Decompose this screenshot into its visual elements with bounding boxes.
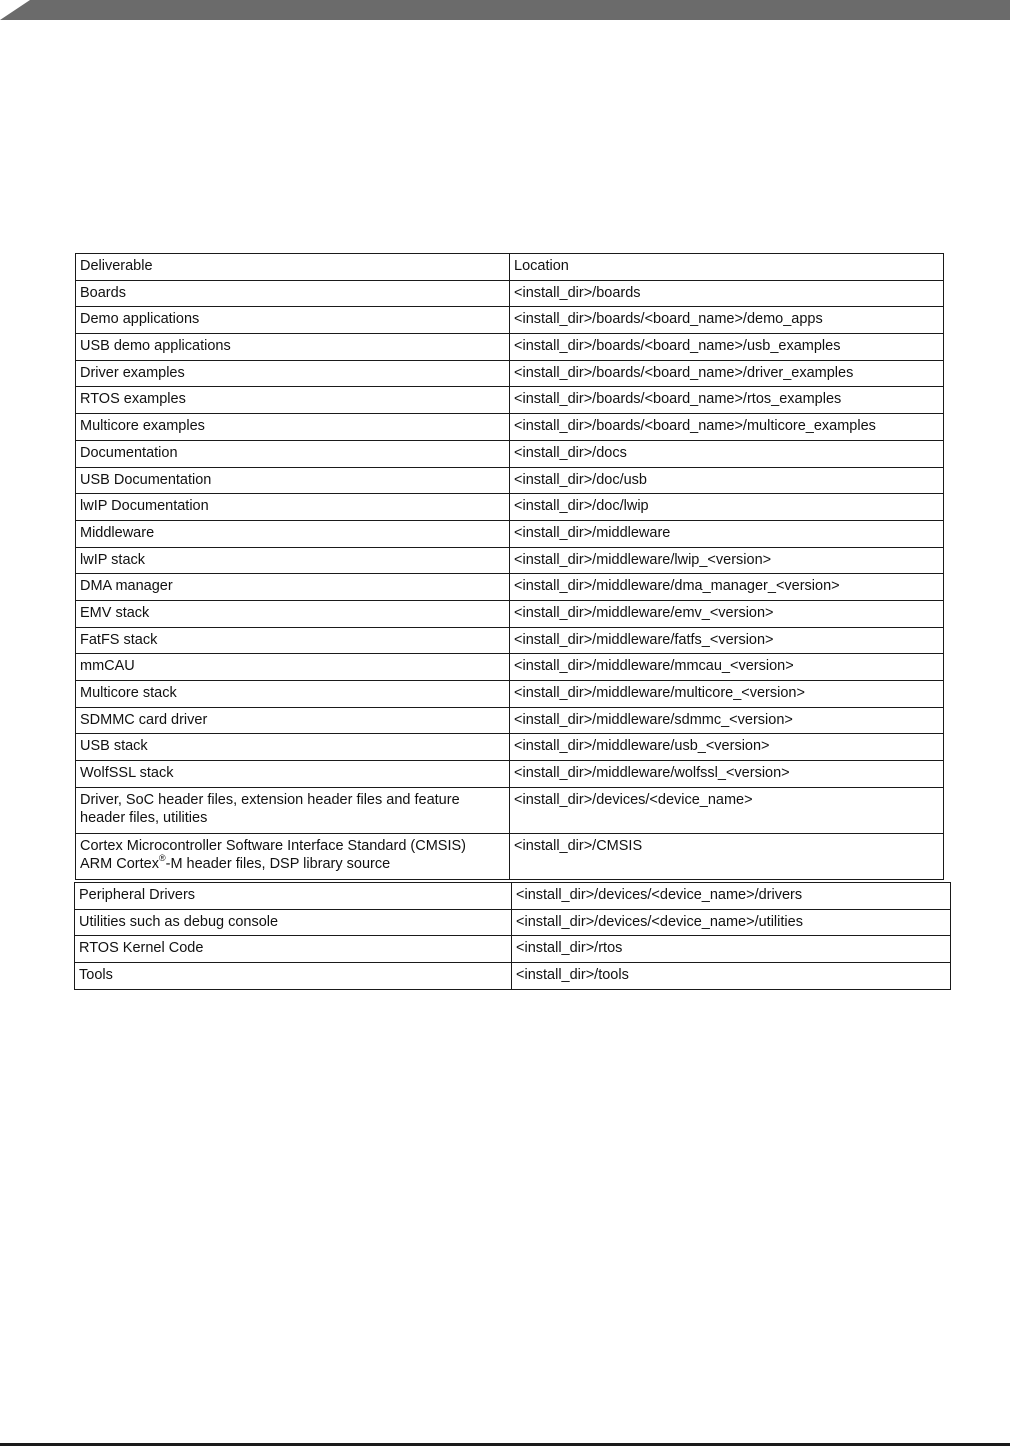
- deliverable-cell: WolfSSL stack: [76, 761, 510, 788]
- table-row: [76, 654, 944, 681]
- table-row: [76, 734, 944, 761]
- header-location: Location: [510, 254, 944, 281]
- table-row: [76, 467, 944, 494]
- deliverable-cell: EMV stack: [76, 600, 510, 627]
- location-cell: <install_dir>/boards/<board_name>/rtos_examples: [510, 387, 944, 414]
- location-cell: <install_dir>/middleware: [510, 520, 944, 547]
- table-row: [76, 387, 944, 414]
- location-cell: <install_dir>/devices/<device_name>: [510, 787, 944, 833]
- deliverable-cell: RTOS Kernel Code: [75, 936, 512, 963]
- location-cell: <install_dir>/boards/<board_name>/multicore_examples: [510, 414, 944, 441]
- table-row: [76, 574, 944, 601]
- location-cell: <install_dir>/devices/<device_name>/drivers: [512, 883, 951, 910]
- table-row: [76, 627, 944, 654]
- registered-mark: ®: [158, 852, 166, 863]
- deliverable-cell: Middleware: [76, 520, 510, 547]
- table-row: [75, 963, 951, 990]
- cmsis-line-2-post: -M header files, DSP library source: [165, 855, 391, 872]
- deliverable-cell: SDMMC card driver: [76, 707, 510, 734]
- location-cell: <install_dir>/doc/lwip: [510, 494, 944, 521]
- table-row: [76, 761, 944, 788]
- deliverable-cell: Multicore stack: [76, 681, 510, 708]
- deliverable-cell: Driver examples: [76, 360, 510, 387]
- table-row: [76, 494, 944, 521]
- location-cell: <install_dir>/middleware/sdmmc_<version>: [510, 707, 944, 734]
- deliverable-cell: USB demo applications: [76, 334, 510, 361]
- table-row: [75, 909, 951, 936]
- deliverable-cell: Boards: [76, 280, 510, 307]
- deliverable-cell-cmsis: [76, 833, 510, 879]
- deliverable-cell: Utilities such as debug console: [75, 909, 512, 936]
- location-cell: <install_dir>/middleware/emv_<version>: [510, 600, 944, 627]
- table-row: [75, 883, 951, 910]
- location-cell: <install_dir>/docs: [510, 440, 944, 467]
- location-cell: <install_dir>/boards: [510, 280, 944, 307]
- cmsis-line-1: Cortex Microcontroller Software Interface Standard (CMSIS): [80, 837, 466, 854]
- location-cell: <install_dir>/middleware/usb_<version>: [510, 734, 944, 761]
- location-cell: <install_dir>/middleware/mmcau_<version>: [510, 654, 944, 681]
- deliverable-cell: USB stack: [76, 734, 510, 761]
- table-row: [76, 681, 944, 708]
- deliverable-cell: lwIP stack: [76, 547, 510, 574]
- deliverable-cell: FatFS stack: [76, 627, 510, 654]
- deliverable-cell: Peripheral Drivers: [75, 883, 512, 910]
- deliverable-cell: Driver, SoC header files, extension header files and feature header files, utilities: [76, 787, 510, 833]
- location-cell: <install_dir>/tools: [512, 963, 951, 990]
- cmsis-line-2-pre: ARM Cortex: [80, 855, 159, 872]
- table-row: [76, 547, 944, 574]
- table-row: [75, 936, 951, 963]
- location-cell: <install_dir>/middleware/fatfs_<version>: [510, 627, 944, 654]
- deliverables-table-continued: [74, 882, 951, 990]
- deliverable-cell: Tools: [75, 963, 512, 990]
- location-cell: <install_dir>/devices/<device_name>/utilities: [512, 909, 951, 936]
- location-cell: <install_dir>/CMSIS: [510, 833, 944, 879]
- location-cell: <install_dir>/boards/<board_name>/demo_apps: [510, 307, 944, 334]
- location-cell: <install_dir>/middleware/wolfssl_<version>: [510, 761, 944, 788]
- location-cell: <install_dir>/boards/<board_name>/driver_examples: [510, 360, 944, 387]
- table-row: [76, 307, 944, 334]
- header-deliverable: Deliverable: [76, 254, 510, 281]
- deliverable-cell: Multicore examples: [76, 414, 510, 441]
- table-row: [76, 280, 944, 307]
- table-row: [76, 520, 944, 547]
- table-row: [76, 440, 944, 467]
- table-row: [76, 707, 944, 734]
- location-cell: <install_dir>/middleware/lwip_<version>: [510, 547, 944, 574]
- header-band-shape: [0, 0, 1010, 20]
- deliverable-cell: lwIP Documentation: [76, 494, 510, 521]
- deliverable-cell: DMA manager: [76, 574, 510, 601]
- table-row-cmsis: [76, 833, 944, 879]
- table-row: [76, 600, 944, 627]
- table-row: [76, 414, 944, 441]
- table-row: [76, 360, 944, 387]
- location-cell: <install_dir>/doc/usb: [510, 467, 944, 494]
- location-cell: <install_dir>/rtos: [512, 936, 951, 963]
- deliverable-cell: Demo applications: [76, 307, 510, 334]
- table-row: [76, 334, 944, 361]
- location-cell: <install_dir>/boards/<board_name>/usb_examples: [510, 334, 944, 361]
- table-row: [76, 787, 944, 833]
- location-cell: <install_dir>/middleware/dma_manager_<version>: [510, 574, 944, 601]
- location-cell: <install_dir>/middleware/multicore_<version>: [510, 681, 944, 708]
- deliverable-cell: RTOS examples: [76, 387, 510, 414]
- deliverable-cell: Documentation: [76, 440, 510, 467]
- table-header-row: [76, 254, 944, 281]
- deliverable-cell: USB Documentation: [76, 467, 510, 494]
- deliverables-table: [75, 253, 944, 880]
- deliverable-cell: mmCAU: [76, 654, 510, 681]
- cmsis-line-2: [80, 852, 505, 873]
- header-band: [0, 0, 1010, 20]
